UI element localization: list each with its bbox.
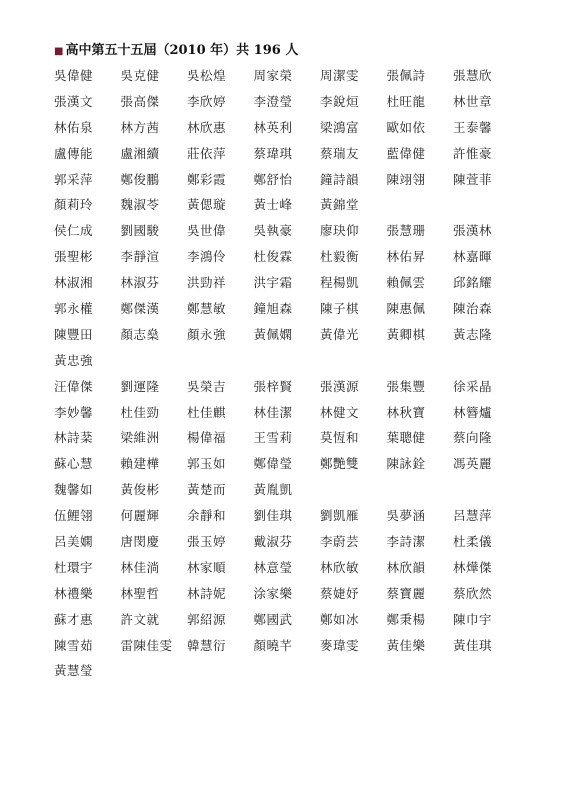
student-name: 鄭國武 [253,611,293,627]
student-name: 林欣惠 [187,119,227,135]
student-name: 吳世偉 [187,223,227,239]
name-list [54,68,514,689]
student-name: 何麗輝 [120,508,160,524]
student-name: 杜柔儀 [453,534,493,550]
student-name: 魏淑苓 [120,197,160,213]
student-name: 廖玦仰 [320,223,360,239]
student-name: 邱銘耀 [453,275,493,291]
student-name: 張佩詩 [386,68,426,83]
student-name: 林英利 [253,119,293,135]
student-name: 鐘旭森 [253,301,293,317]
student-name: 林意瑩 [253,559,293,575]
student-name: 呂慧萍 [453,508,493,524]
student-name: 劉佳琪 [253,508,293,524]
empty-cell [387,482,454,508]
student-name: 鄭舒怡 [253,171,293,187]
student-name: 張漢林 [453,223,493,239]
student-name: 黃志隆 [453,326,493,342]
student-name: 林淑湘 [54,275,94,291]
student-name: 郭玉如 [187,456,227,472]
student-name: 李欣婷 [187,93,227,109]
empty-cell [187,353,254,379]
student-name: 劉國駿 [120,223,160,239]
student-name: 張漢文 [54,93,94,109]
student-name: 蔡婕妤 [320,585,360,601]
student-name: 林欣韻 [386,559,426,575]
student-name: 李鴻伶 [187,249,227,265]
student-name: 張玉婷 [187,534,227,550]
student-name: 李銳烜 [320,93,360,109]
student-name: 杜俊霖 [253,249,293,265]
student-name: 林健文 [320,404,360,420]
student-name: 蔡欣然 [453,585,493,601]
student-name: 李妙馨 [54,404,94,420]
student-name: 杜佳麒 [187,404,227,420]
student-name: 張梓賢 [253,378,293,394]
student-name: 賴佩雲 [386,275,426,291]
student-name: 程楊凱 [320,275,360,291]
student-name: 顏曉芊 [253,637,293,653]
student-name: 林家順 [187,559,227,575]
student-name: 林簪爐 [453,404,493,420]
student-name: 張集豐 [386,378,426,394]
student-name: 梁維洲 [120,430,160,446]
student-name: 蘇才惠 [54,611,94,627]
student-name: 藍偉健 [386,145,426,161]
student-name: 林佳淌 [120,559,160,575]
student-name: 張漢源 [320,378,360,394]
student-name: 陳詠銓 [386,456,426,472]
student-name: 陳雪茹 [54,637,94,653]
section-title [54,39,298,58]
student-name: 呂美嫻 [54,534,94,550]
student-name: 黃楚而 [187,482,227,498]
student-name: 盧湘續 [120,145,160,161]
empty-cell [387,353,454,379]
student-name: 陳惠佩 [386,301,426,317]
student-name: 鄭秉楊 [386,611,426,627]
student-name: 麥瑋雯 [320,637,360,653]
student-name: 洪勁祥 [187,275,227,291]
student-name: 盧傳能 [54,145,94,161]
student-name: 韓慧衍 [187,637,227,653]
student-name: 黃偲璇 [187,197,227,213]
student-name: 梁鴻富 [320,119,360,135]
student-name: 杜毅衡 [320,249,360,265]
student-name: 李澄瑩 [253,93,293,109]
student-name: 黃士峰 [253,197,293,213]
student-name: 陳子棋 [320,301,360,317]
student-name: 黃慧瑩 [54,663,94,679]
student-name: 林佑昇 [386,249,426,265]
student-name: 鄭艷雙 [320,456,360,472]
empty-cell [320,353,387,379]
student-name: 黃佳琪 [453,637,493,653]
student-name: 黃偉光 [320,326,360,342]
student-name: 張高傑 [120,93,160,109]
square-bullet-icon: ■ [54,46,64,57]
student-name: 蘇心慧 [54,456,94,472]
empty-cell [320,482,387,508]
student-name: 林詩妮 [187,585,227,601]
section-title-text: 高中第五十五屆（2010 年）共 196 人 [65,43,299,58]
student-name: 余靜和 [187,508,227,524]
student-name: 杜旺龍 [386,93,426,109]
student-name: 陳治森 [453,301,493,317]
student-name: 李蔚芸 [320,534,360,550]
student-name: 林世章 [453,93,493,109]
student-name: 李靜渲 [120,249,160,265]
student-name: 張聖彬 [54,249,94,265]
student-name: 歐如依 [386,119,426,135]
student-name: 林淑芬 [120,275,160,291]
student-name: 蔡瑞友 [320,145,360,161]
student-name: 陳萱菲 [453,171,493,187]
student-name: 林佳潔 [253,404,293,420]
student-name: 林燁傑 [453,559,493,575]
student-name: 周潔雯 [320,68,360,83]
student-name: 鄭偉瑩 [253,456,293,472]
student-name: 鄭如冰 [320,611,360,627]
student-name: 林聖哲 [120,585,160,601]
student-name: 王泰馨 [453,119,493,135]
student-name: 汪偉傑 [54,378,94,394]
student-name: 馮英麗 [453,456,493,472]
student-name: 蔡瑋琪 [253,145,293,161]
student-name: 周家榮 [253,68,293,83]
student-name: 王雪莉 [253,430,293,446]
student-name: 張慧欣 [453,68,493,83]
student-name: 黃錦堂 [320,197,360,213]
student-name: 鄭俊鵬 [120,171,160,187]
student-name: 林欣敏 [320,559,360,575]
student-name: 吳執豪 [253,223,293,239]
student-name: 蔡向隆 [453,430,493,446]
student-name: 杜佳勁 [120,404,160,420]
student-name: 郭采萍 [54,171,94,187]
student-name: 鄭慧敏 [187,301,227,317]
student-name: 顏永強 [187,326,227,342]
student-name: 黃俊彬 [120,482,160,498]
empty-cell [387,197,454,223]
student-name: 莊依萍 [187,145,227,161]
empty-cell [453,353,520,379]
student-name: 吳偉健 [54,68,94,83]
student-name: 黃卿棋 [386,326,426,342]
student-name: 吳克健 [120,68,160,83]
student-name: 張慧珊 [386,223,426,239]
student-name: 鐘詩韻 [320,171,360,187]
student-name: 鄭傑漢 [120,301,160,317]
empty-cell [121,353,188,379]
student-name: 顏志燊 [120,326,160,342]
student-name: 陳巾宇 [453,611,493,627]
student-name: 郭永權 [54,301,94,317]
student-name: 侯仁成 [54,223,94,239]
empty-cell [453,197,520,223]
student-name: 林詩棻 [54,430,94,446]
student-name: 蔡寶麗 [386,585,426,601]
student-name: 伍鯉翎 [54,508,94,524]
student-name: 雷陳佳雯 [120,637,173,653]
student-name: 黃佩嫻 [253,326,293,342]
student-name: 林方茜 [120,119,160,135]
empty-cell [254,353,321,379]
student-name: 郭紹源 [187,611,227,627]
student-name: 葉聰健 [386,430,426,446]
student-name: 莫恆和 [320,430,360,446]
student-name: 唐閔慶 [120,534,160,550]
student-name: 吳夢涵 [386,508,426,524]
student-name: 陳豐田 [54,326,94,342]
student-name: 吳松煌 [187,68,227,83]
student-name: 陳翊翎 [386,171,426,187]
student-name: 黃胤凱 [253,482,293,498]
student-name: 洪宇霜 [253,275,293,291]
student-name: 戴淑芬 [253,534,293,550]
student-name: 劉運隆 [120,378,160,394]
student-name: 許惟豪 [453,145,493,161]
student-name: 許文就 [120,611,160,627]
student-name: 杜環宇 [54,559,94,575]
student-name: 吳榮吉 [187,378,227,394]
student-name: 魏馨如 [54,482,94,498]
student-name: 黃忠強 [54,352,94,368]
student-name: 林禮樂 [54,585,94,601]
student-name: 林秋寶 [386,404,426,420]
student-name: 涂家樂 [253,585,293,601]
student-name: 李詩潔 [386,534,426,550]
student-name: 劉凱雁 [320,508,360,524]
student-name: 林嘉暉 [453,249,493,265]
student-name: 鄭彩霞 [187,171,227,187]
student-name: 楊偉福 [187,430,227,446]
student-name: 徐采晶 [453,378,493,394]
student-name: 黃佳樂 [386,637,426,653]
empty-cell [453,482,520,508]
student-name: 賴建樺 [120,456,160,472]
student-name: 顏莉玲 [54,197,94,213]
student-name: 林佑泉 [54,119,94,135]
